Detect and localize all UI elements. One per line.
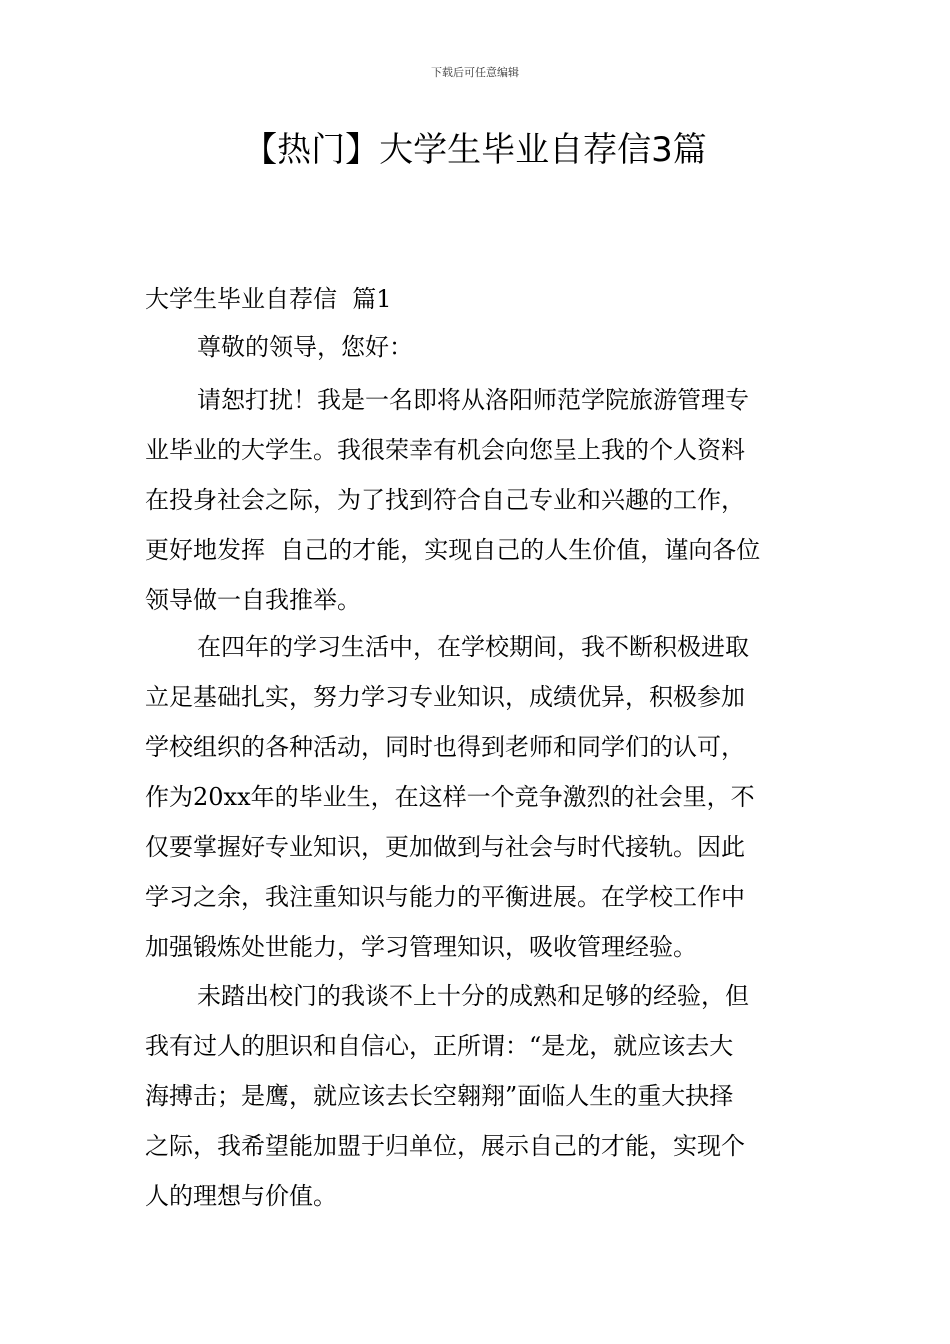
- paragraph-line: 人的理想与价值。: [145, 1182, 337, 1210]
- paragraph-line: 立足基础扎实，努力学习专业知识，成绩优异，积极参加: [145, 683, 745, 711]
- paragraph-3: [145, 971, 807, 1221]
- paragraph-line: 学习之余，我注重知识与能力的平衡进展。在学校工作中: [145, 883, 745, 911]
- paragraph-line: 请恕打扰！我是一名即将从洛阳师范学院旅游管理专: [197, 386, 749, 414]
- paragraph-2: [145, 622, 807, 972]
- paragraph-line: 未踏出校门的我谈不上十分的成熟和足够的经验，但: [197, 982, 749, 1010]
- paragraph-line: 更好地发挥 自己的才能，实现自己的人生价值，谨向各位: [145, 536, 761, 564]
- paragraph-line: 在四年的学习生活中，在学校期间，我不断积极进取: [197, 633, 749, 661]
- paragraph-line: 加强锻炼处世能力，学习管理知识，吸收管理经验。: [145, 933, 697, 961]
- paragraph-1: [145, 375, 807, 625]
- paragraph-line: 我有过人的胆识和自信心，正所谓：“是龙，就应该去大: [145, 1032, 734, 1060]
- paragraph-line: 仅要掌握好专业知识，更加做到与社会与时代接轨。因此: [145, 833, 745, 861]
- paragraph-line: 领导做一自我推举。: [145, 586, 361, 614]
- header-note: 下载后可任意编辑: [431, 66, 519, 79]
- section-heading: 大学生毕业自荐信 篇1: [145, 285, 392, 313]
- paragraph-line: 海搏击；是鹰，就应该去长空翱翔”面临人生的重大抉择: [145, 1082, 734, 1110]
- salutation-text: 尊敬的领导，您好：: [197, 333, 413, 361]
- paragraph-line: 作为20xx年的毕业生，在这样一个竞争激烈的社会里，不: [145, 783, 755, 811]
- paragraph-line: 学校组织的各种活动，同时也得到老师和同学们的认可，: [145, 733, 745, 761]
- document-title: 【热门】大学生毕业自荐信3篇: [243, 130, 707, 170]
- salutation: [145, 322, 807, 372]
- paragraph-line: 之际，我希望能加盟于归单位，展示自己的才能，实现个: [145, 1132, 745, 1160]
- paragraph-line: 业毕业的大学生。我很荣幸有机会向您呈上我的个人资料: [145, 436, 745, 464]
- paragraph-line: 在投身社会之际，为了找到符合自己专业和兴趣的工作，: [145, 486, 745, 514]
